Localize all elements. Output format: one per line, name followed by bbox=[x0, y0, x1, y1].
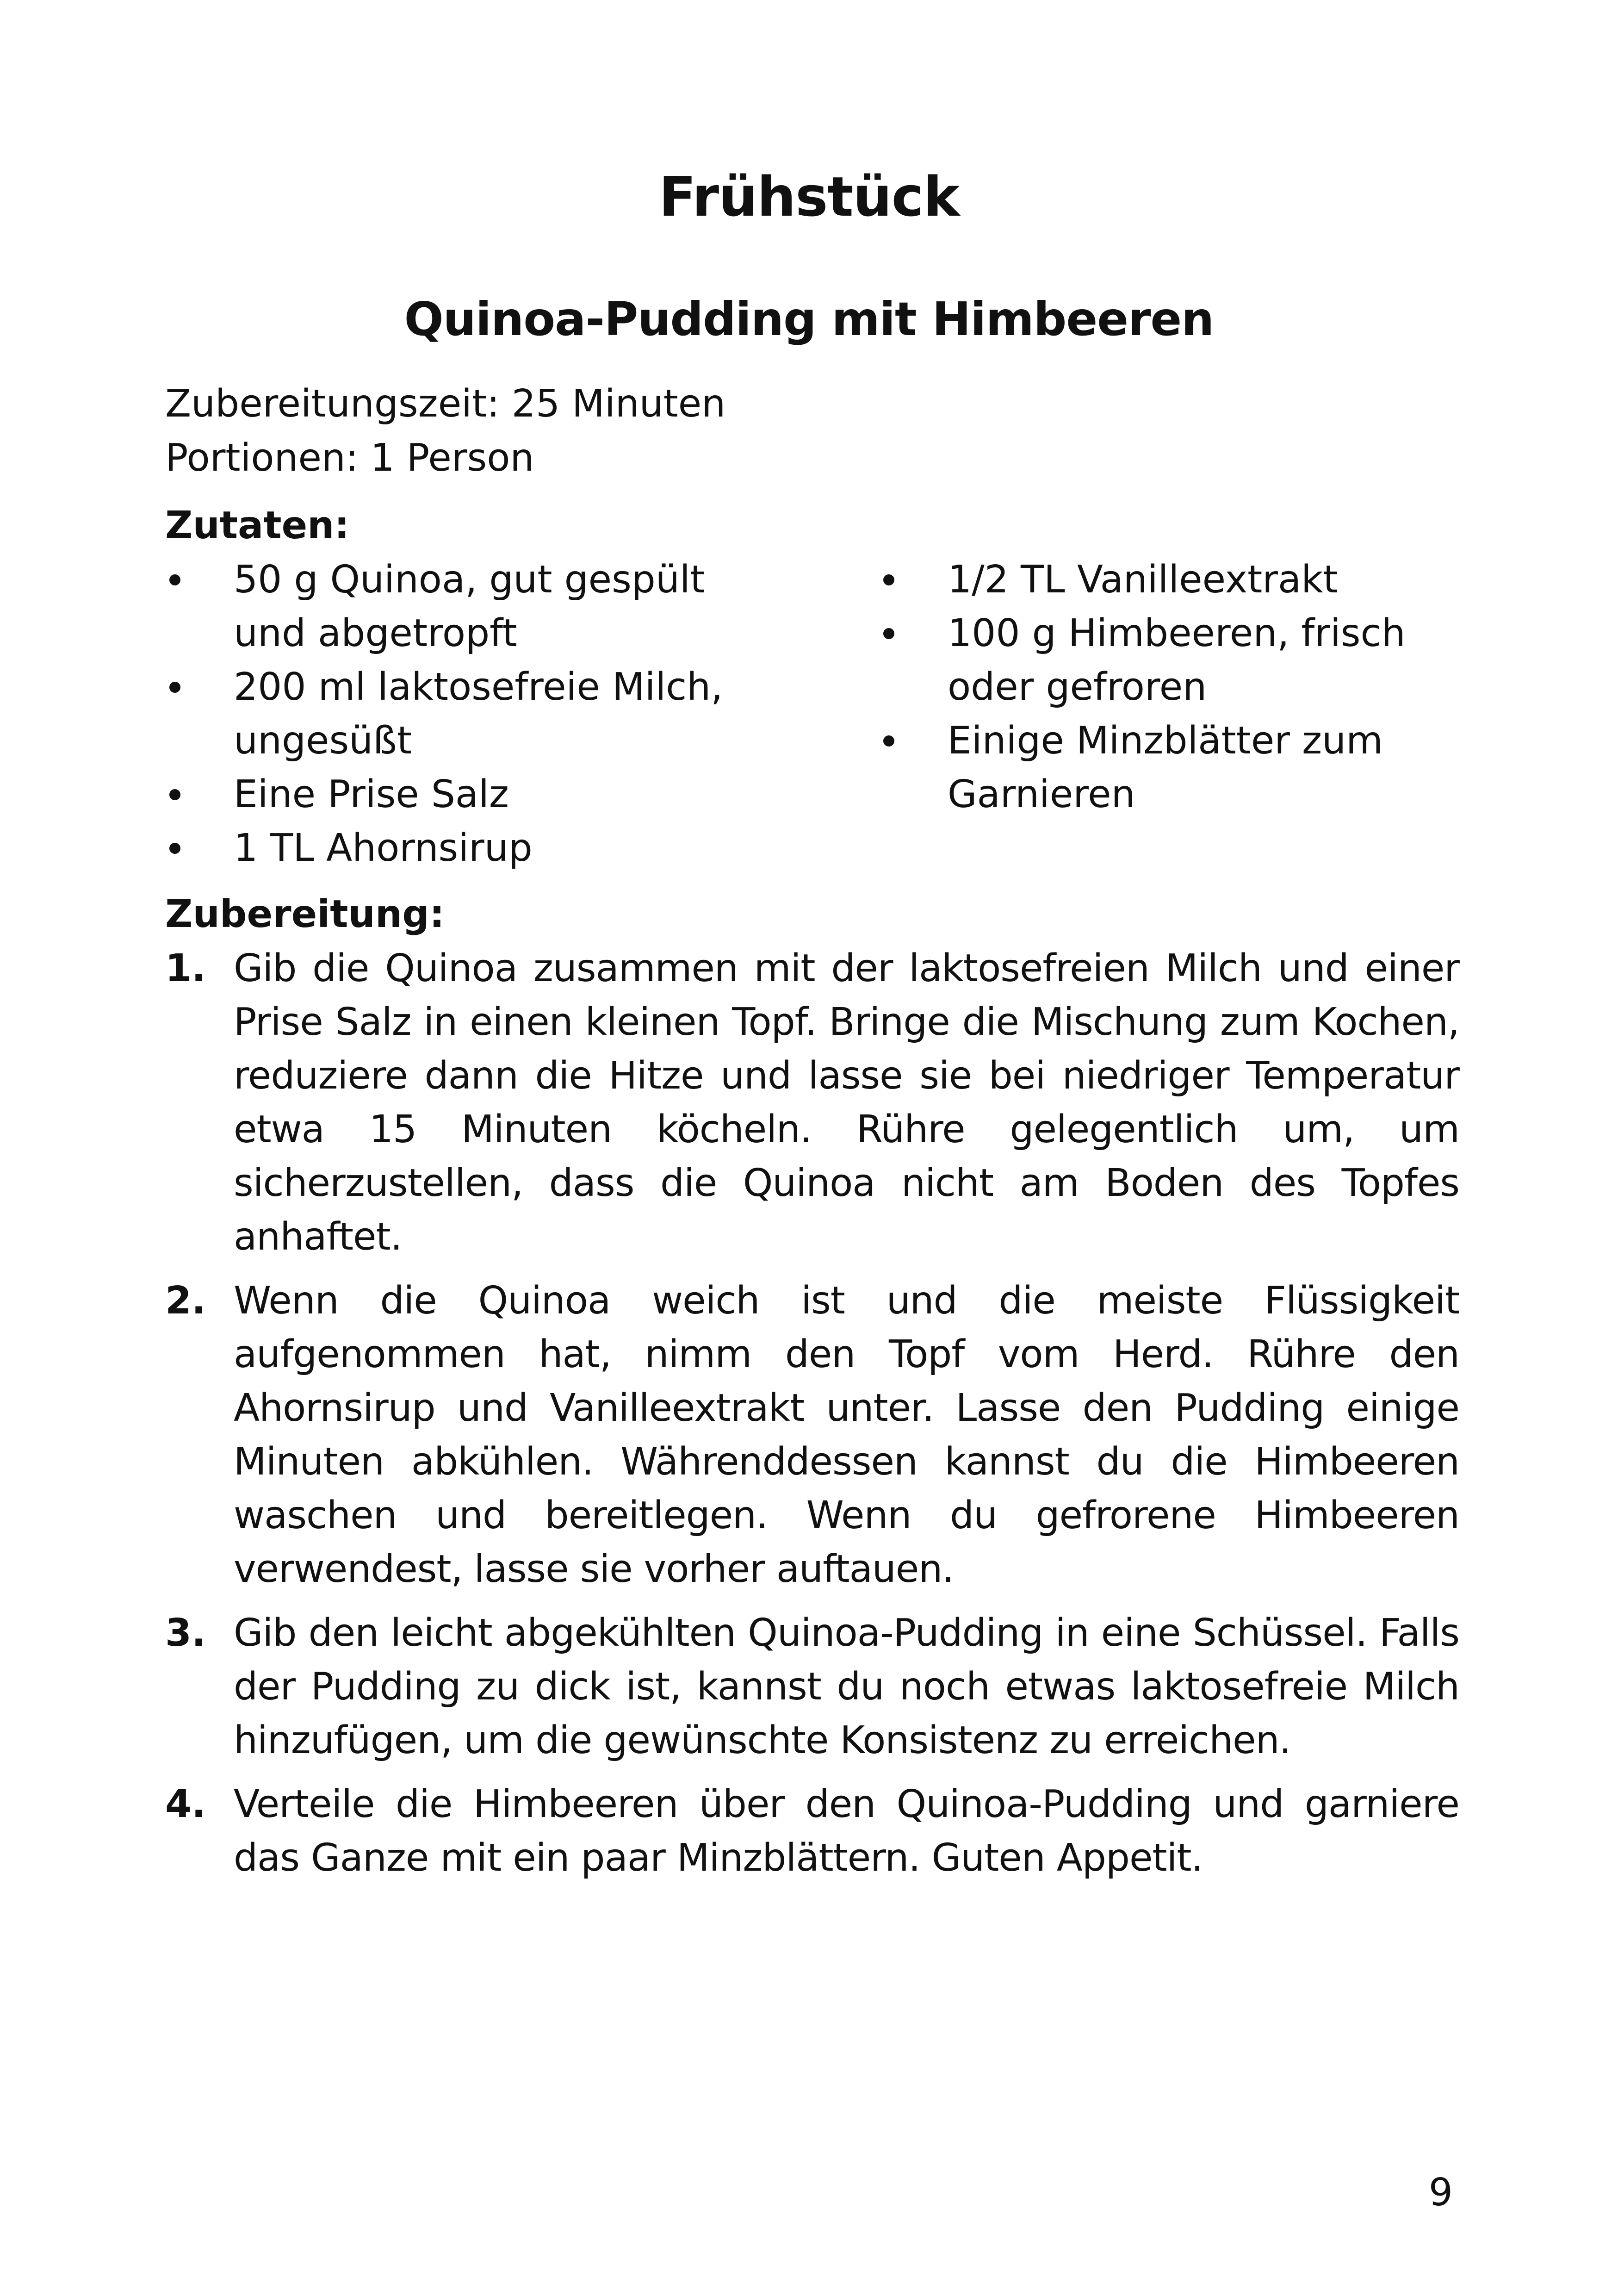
ingredient-text: Eine Prise Salz bbox=[234, 772, 509, 816]
step-text: Verteile die Himbeeren über den Quinoa-Pudding und garniere das Ganze mit ein paar Minzblättern. Guten Appetit. bbox=[234, 1782, 1459, 1880]
step-text: Gib die Quinoa zusammen mit der laktosefreien Milch und einer Prise Salz in einen kleinen Topf. Bringe die Mischung zum Kochen, reduziere dann die Hitze und lasse sie bei niedriger Temperatur etwa 15 Minuten köcheln. Rühre gelegentlich um, um sicherzustellen, dass die Quinoa nicht am Boden des Topfes anhaftet. bbox=[234, 946, 1459, 1259]
ingredient-item bbox=[165, 821, 781, 875]
ingredient-text: 200 ml laktosefreie Milch, ungesüßt bbox=[234, 665, 723, 763]
ingredient-text: 100 g Himbeeren, frisch oder gefroren bbox=[948, 611, 1406, 709]
bullet-icon bbox=[883, 628, 894, 639]
step-text: Gib den leicht abgekühlten Quinoa-Pudding in eine Schüssel. Falls der Pudding zu dick ist, kannst du noch etwas laktosefreie Milch hinzufügen, um die gewünschte Konsistenz zu erreichen. bbox=[234, 1611, 1459, 1762]
step-item bbox=[165, 1606, 1459, 1767]
preparation-heading: Zubereitung: bbox=[165, 892, 445, 936]
ingredients-list-left bbox=[165, 553, 781, 875]
ingredient-item bbox=[165, 660, 781, 768]
chapter-title: Frühstück bbox=[658, 165, 960, 229]
ingredient-item bbox=[879, 553, 1476, 607]
ingredients-list-right bbox=[879, 553, 1476, 821]
step-number: 3. bbox=[165, 1611, 206, 1655]
ingredient-item bbox=[879, 714, 1476, 821]
bullet-icon bbox=[169, 682, 180, 693]
step-number: 2. bbox=[165, 1279, 206, 1323]
ingredient-item bbox=[879, 607, 1476, 714]
prep-time: Zubereitungszeit: 25 Minuten bbox=[165, 382, 726, 426]
recipe-title: Quinoa-Pudding mit Himbeeren bbox=[404, 292, 1214, 346]
bullet-icon bbox=[169, 574, 180, 585]
page-number: 9 bbox=[1428, 2171, 1453, 2215]
preparation-steps bbox=[165, 942, 1459, 1895]
ingredient-item bbox=[165, 553, 781, 660]
ingredient-text: 50 g Quinoa, gut gespült und abgetropft bbox=[234, 558, 705, 655]
bullet-icon bbox=[883, 735, 894, 747]
portions: Portionen: 1 Person bbox=[165, 436, 534, 480]
ingredients-heading: Zutaten: bbox=[165, 504, 350, 548]
step-item bbox=[165, 1778, 1459, 1885]
ingredient-text: 1/2 TL Vanilleextrakt bbox=[948, 558, 1338, 602]
step-item bbox=[165, 1274, 1459, 1596]
bullet-icon bbox=[169, 843, 180, 854]
step-item bbox=[165, 942, 1459, 1264]
ingredient-item bbox=[165, 768, 781, 821]
step-number: 4. bbox=[165, 1782, 206, 1826]
ingredient-text: 1 TL Ahornsirup bbox=[234, 826, 533, 870]
bullet-icon bbox=[169, 789, 180, 800]
ingredient-text: Einige Minzblätter zum Garnieren bbox=[948, 719, 1383, 816]
bullet-icon bbox=[883, 574, 894, 585]
step-number: 1. bbox=[165, 946, 206, 990]
step-text: Wenn die Quinoa weich ist und die meiste Flüssigkeit aufgenommen hat, nimm den Topf vom Herd. Rühre den Ahornsirup und Vanilleextrakt unter. Lasse den Pudding einige Minuten abkühlen. Währenddessen kannst du die Himbeeren waschen und bereitlegen. Wenn du gefrorene Himbeeren verwendest, lasse sie vorher auftauen. bbox=[234, 1279, 1459, 1591]
